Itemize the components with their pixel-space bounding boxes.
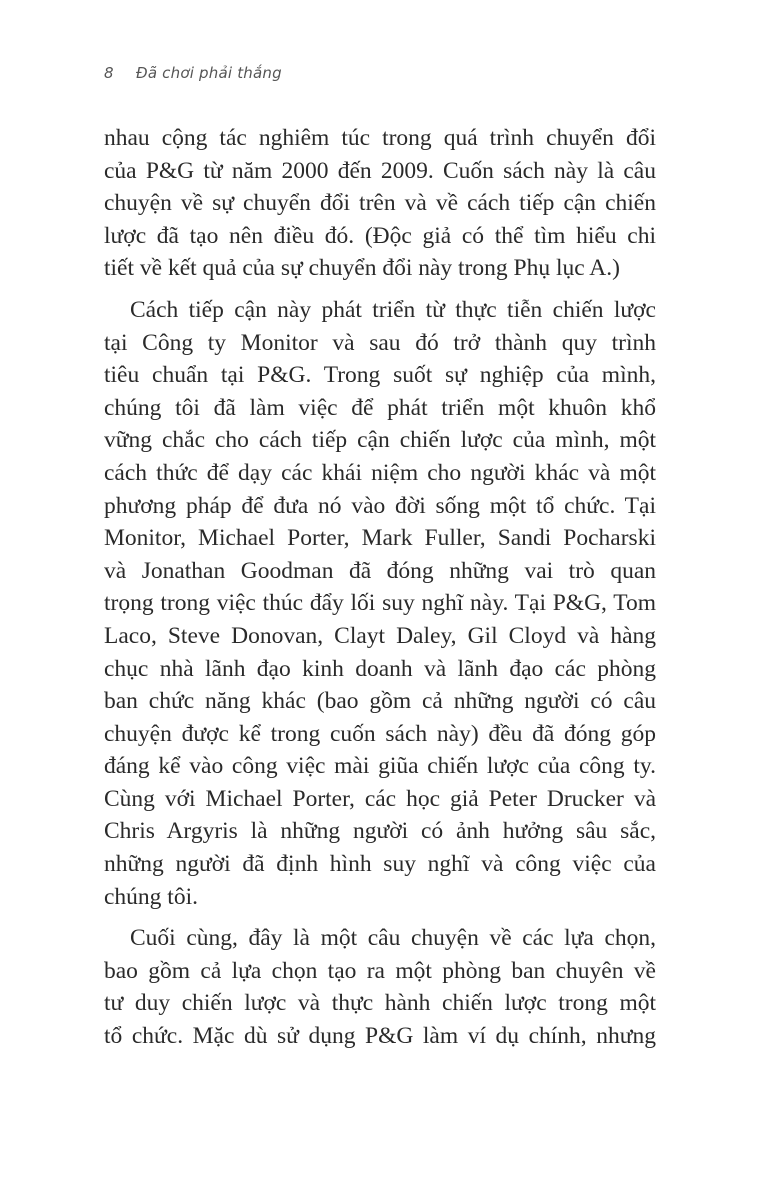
text-line: vững chắc cho cách tiếp cận chiến lược của mình, một — [104, 427, 656, 454]
text-line: lược đã tạo nên điều đó. (Độc giả có thể tìm hiểu chi — [104, 222, 656, 249]
text-line: nhau cộng tác nghiêm túc trong quá trình chuyển đổi — [104, 125, 656, 151]
text-line: tiết về kết quả của sự chuyển đổi này trong Phụ lục A.) — [104, 255, 620, 282]
text-line: tiêu chuẩn tại P&G. Trong suốt sự nghiệp của mình, — [104, 362, 656, 389]
text-line: phương pháp để đưa nó vào đời sống một tổ chức. Tại — [104, 492, 656, 519]
text-line: Cuối cùng, đây là một câu chuyện về các lựa chọn, — [130, 925, 656, 952]
text-line: tại Công ty Monitor và sau đó trở thành quy trình — [104, 329, 656, 356]
text-line: trọng trong việc thúc đẩy lối suy nghĩ này. Tại P&G, Tom — [104, 590, 656, 617]
text-line: Chris Argyris là những người có ảnh hưởng sâu sắc, — [104, 818, 656, 845]
text-line: Cách tiếp cận này phát triển từ thực tiễn chiến lược — [130, 296, 656, 323]
text-line: của P&G từ năm 2000 đến 2009. Cuốn sách này là câu — [104, 157, 656, 184]
running-head — [104, 64, 282, 82]
paragraph-spacing — [104, 913, 656, 922]
text-line: chuyện về sự chuyển đổi trên và về cách tiếp cận chiến — [104, 190, 656, 217]
text-line: cách thức để dạy các khái niệm cho người khác và một — [104, 459, 656, 486]
text-line: Monitor, Michael Porter, Mark Fuller, Sandi Pocharski — [104, 525, 656, 552]
body-text — [104, 122, 656, 1053]
text-line: và Jonathan Goodman đã đóng những vai trò quan — [104, 557, 656, 584]
page-number: 8 — [104, 64, 114, 82]
text-line: ban chức năng khác (bao gồm cả những người có câu — [104, 688, 656, 715]
text-line: những người đã định hình suy nghĩ và công việc của — [104, 851, 656, 878]
paragraph — [104, 294, 656, 913]
paragraph — [104, 922, 656, 1052]
text-line: chuyện được kể trong cuốn sách này) đều đã đóng góp — [104, 720, 656, 747]
text-line: tư duy chiến lược và thực hành chiến lược trong một — [104, 990, 656, 1017]
text-line: tổ chức. Mặc dù sử dụng P&G làm ví dụ chính, nhưng — [104, 1023, 656, 1050]
text-line: chúng tôi. — [104, 883, 198, 910]
text-line: Laco, Steve Donovan, Clayt Daley, Gil Cloyd và hàng — [104, 622, 656, 649]
text-line: Cùng với Michael Porter, các học giả Peter Drucker và — [104, 785, 656, 812]
book-title: Đã chơi phải thắng — [136, 64, 282, 82]
text-line: chục nhà lãnh đạo kinh doanh và lãnh đạo các phòng — [104, 655, 656, 682]
text-line: chúng tôi đã làm việc để phát triển một khuôn khổ — [104, 394, 656, 421]
text-line: bao gồm cả lựa chọn tạo ra một phòng ban chuyên về — [104, 957, 656, 984]
paragraph-spacing — [104, 285, 656, 294]
text-line: đáng kể vào công việc mài giũa chiến lược của công ty. — [104, 753, 656, 780]
paragraph — [104, 122, 656, 285]
